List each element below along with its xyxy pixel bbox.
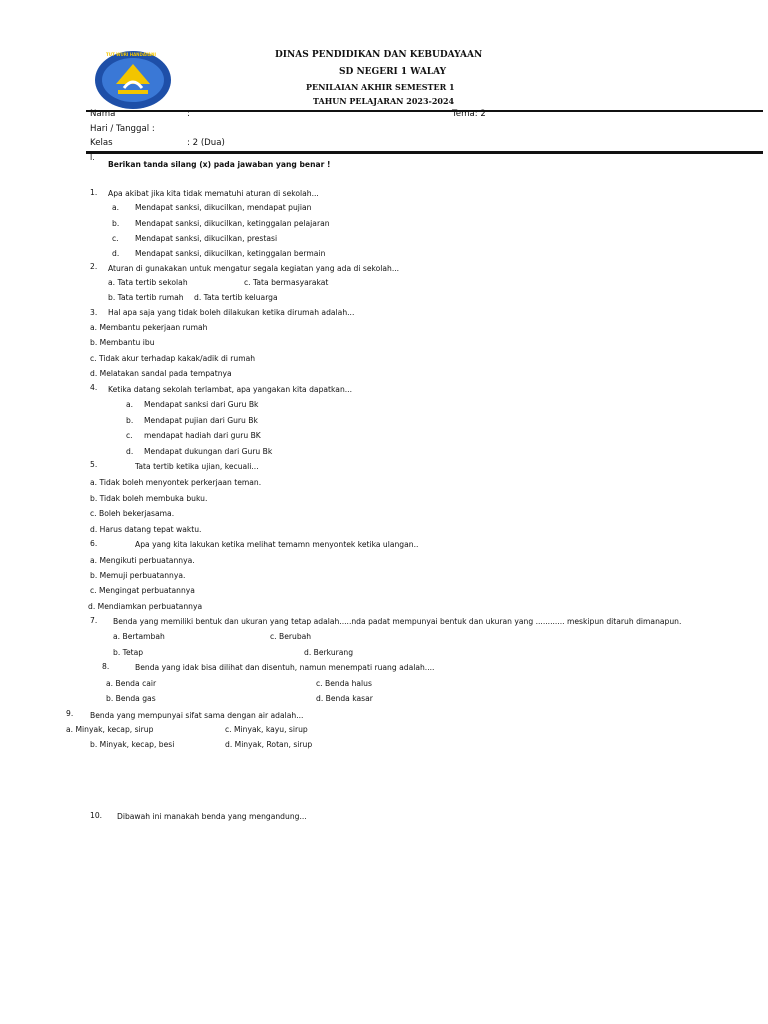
question-4-option-a-letter: a. <box>126 400 134 409</box>
question-8-option-b: b. Benda gas <box>106 694 156 703</box>
question-7-text: Benda yang memiliki bentuk dan ukuran yang tetap adalah.....nda padat mempunyai bentuk dan ukuran yang ............ meskipun ditaruh dimanapun. <box>113 617 682 626</box>
question-1-option-d-letter: d. <box>112 249 120 258</box>
question-1-number: 1. <box>90 188 98 197</box>
header-title-office: DINAS PENDIDIKAN DAN KEBUDAYAAN <box>275 50 483 60</box>
question-2-number: 2. <box>90 262 98 271</box>
question-7-option-c: c. Berubah <box>270 632 312 641</box>
header-title-exam: PENILAIAN AKHIR SEMESTER 1 <box>306 82 455 92</box>
question-4-option-c-letter: c. <box>126 431 133 440</box>
question-9-text: Benda yang mempunyai sifat sama dengan air adalah... <box>90 711 304 720</box>
question-3-option-a: a. Membantu pekerjaan rumah <box>90 323 208 332</box>
question-9-option-c: c. Minyak, kayu, sirup <box>225 725 308 734</box>
question-8-option-c: c. Benda halus <box>316 679 372 688</box>
question-9-option-b: b. Minyak, kecap, besi <box>90 740 175 749</box>
question-4-text: Ketika datang sekolah terlambat, apa yangakan kita dapatkan... <box>108 385 353 394</box>
question-1-option-b-letter: b. <box>112 219 120 228</box>
question-1-option-a-letter: a. <box>112 203 120 212</box>
question-4-option-a: Mendapat sanksi dari Guru Bk <box>144 400 259 409</box>
question-8-option-d: d. Benda kasar <box>316 694 373 703</box>
question-5-option-d: d. Harus datang tepat waktu. <box>90 525 202 534</box>
question-9-option-a: a. Minyak, kecap, sirup <box>66 725 154 734</box>
logo-text: TUT WURI HANDAYANI <box>106 52 156 57</box>
question-3-option-d: d. Melatakan sandal pada tempatnya <box>90 369 232 378</box>
header-title-year: TAHUN PELAJARAN 2023-2024 <box>313 96 455 106</box>
question-2-option-c: c. Tata bermasyarakat <box>244 278 329 287</box>
question-4-option-c: mendapat hadiah dari guru BK <box>144 431 261 440</box>
question-1-text: Apa akibat jika kita tidak mematuhi aturan di sekolah... <box>108 189 319 198</box>
question-10-text: Dibawah ini manakah benda yang mengandung... <box>117 812 307 821</box>
question-3-text: Hal apa saja yang tidak boleh dilakukan ketika dirumah adalah... <box>108 308 355 317</box>
theme-label: Tema: 2 <box>452 109 486 119</box>
name-colon: : <box>187 109 190 119</box>
question-4-option-d: Mendapat dukungan dari Guru Bk <box>144 447 273 456</box>
question-7-option-d: d. Berkurang <box>304 648 354 657</box>
section-instruction: Berikan tanda silang (x) pada jawaban yang benar ! <box>108 160 331 169</box>
question-6-text: Apa yang kita lakukan ketika melihat temamn menyontek ketika ulangan.. <box>135 540 419 549</box>
question-1-option-b: Mendapat sanksi, dikucilkan, ketinggalan pelajaran <box>135 219 330 228</box>
question-9-number: 9. <box>66 709 74 718</box>
question-5-option-b: b. Tidak boleh membuka buku. <box>90 494 208 503</box>
logo <box>94 50 172 110</box>
question-6-option-c: c. Mengingat perbuatannya <box>90 586 195 595</box>
question-5-text: Tata tertib ketika ujian, kecuali... <box>135 462 259 471</box>
name-label: Nama <box>90 109 116 119</box>
question-4-option-d-letter: d. <box>126 447 134 456</box>
form-rule <box>86 151 763 154</box>
question-7-option-a: a. Bertambah <box>113 632 165 641</box>
question-1-option-a: Mendapat sanksi, dikucilkan, mendapat pujian <box>135 203 312 212</box>
tut-wuri-handayani-logo-icon <box>94 50 172 110</box>
question-3-option-c: c. Tidak akur terhadap kakak/adik di rumah <box>90 354 256 363</box>
question-7-option-b: b. Tetap <box>113 648 144 657</box>
question-2-option-d: d. Tata tertib keluarga <box>194 293 278 302</box>
question-1-option-c: Mendapat sanksi, dikucilkan, prestasi <box>135 234 278 243</box>
question-8-text: Benda yang idak bisa dilihat dan disentuh, namun menempati ruang adalah.... <box>135 663 435 672</box>
date-label: Hari / Tanggal : <box>90 124 155 134</box>
question-9-option-d: d. Minyak, Rotan, sirup <box>225 740 313 749</box>
question-5-option-a: a. Tidak boleh menyontek perkerjaan teman. <box>90 478 262 487</box>
question-2-option-b: b. Tata tertib rumah <box>108 293 184 302</box>
section-number: I. <box>90 153 95 162</box>
class-label: Kelas <box>90 138 113 148</box>
question-8-option-a: a. Benda cair <box>106 679 157 688</box>
question-6-option-d: d. Mendiamkan perbuatannya <box>88 602 203 611</box>
question-5-option-c: c. Boleh bekerjasama. <box>90 509 175 518</box>
question-7-number: 7. <box>90 616 98 625</box>
question-4-option-b-letter: b. <box>126 416 134 425</box>
class-value: : 2 (Dua) <box>187 138 225 148</box>
question-4-number: 4. <box>90 383 98 392</box>
question-2-option-a: a. Tata tertib sekolah <box>108 278 188 287</box>
question-3-option-b: b. Membantu ibu <box>90 338 155 347</box>
header-title-school: SD NEGERI 1 WALAY <box>339 67 447 77</box>
question-4-option-b: Mendapat pujian dari Guru Bk <box>144 416 258 425</box>
question-6-number: 6. <box>90 539 98 548</box>
question-3-number: 3. <box>90 308 98 317</box>
question-1-option-d: Mendapat sanksi, dikucilkan, ketinggalan bermain <box>135 249 326 258</box>
question-8-number: 8. <box>102 662 110 671</box>
question-6-option-b: b. Memuji perbuatannya. <box>90 571 186 580</box>
question-6-option-a: a. Mengikuti perbuatannya. <box>90 556 195 565</box>
question-10-number: 10. <box>90 811 103 820</box>
question-5-number: 5. <box>90 460 98 469</box>
question-1-option-c-letter: c. <box>112 234 119 243</box>
question-2-text: Aturan di gunakakan untuk mengatur segala kegiatan yang ada di sekolah... <box>108 264 400 273</box>
